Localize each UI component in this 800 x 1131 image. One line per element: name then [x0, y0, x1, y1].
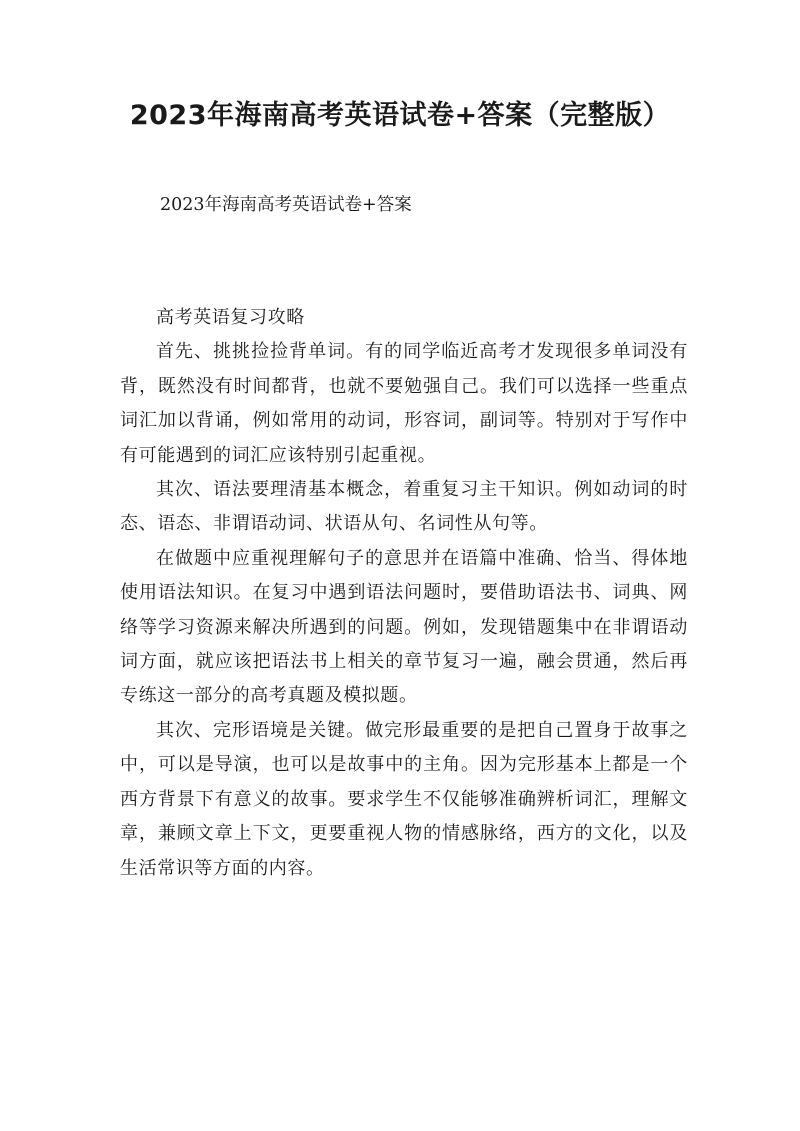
- paragraph-grammar-practice: 在做题中应重视理解句子的意思并在语篇中准确、恰当、得体地使用语法知识。在复习中遇到语法问题时，要借助语法书、词典、网络等学习资源来解决所遇到的问题。例如，发现错题集中在非谓语动词方面，就应该把语法书上相关的章节复习一遍，融会贯通，然后再专练这一部分的高考真题及模拟题。: [120, 547, 688, 707]
- paragraph-cloze: 其次、完形语境是关键。做完形最重要的是把自己置身于故事之中，可以是导演，也可以是故事中的主角。因为完形基本上都是一个西方背景下有意义的故事。要求学生不仅能够准确辨析词汇，理解文章，兼顾文章上下文，更要重视人物的情感脉络，西方的文化，以及生活常识等方面的内容。: [120, 719, 688, 879]
- document-title: 2023年海南高考英语试卷+答案（完整版）: [129, 100, 671, 131]
- document-subtitle: 2023年海南高考英语试卷+答案: [160, 195, 412, 215]
- document-body: [120, 301, 688, 886]
- section-heading: 高考英语复习攻略: [156, 307, 305, 328]
- paragraph-vocabulary: 首先、挑挑捡捡背单词。有的同学临近高考才发现很多单词没有背，既然没有时间都背，也就不要勉强自己。我们可以选择一些重点词汇加以背诵，例如常用的动词，形容词，副词等。特别对于写作中有可能遇到的词汇应该特别引起重视。: [120, 341, 688, 466]
- paragraph-grammar: 其次、语法要理清基本概念，着重复习主干知识。例如动词的时态、语态、非谓语动词、状语从句、名词性从句等。: [120, 479, 688, 535]
